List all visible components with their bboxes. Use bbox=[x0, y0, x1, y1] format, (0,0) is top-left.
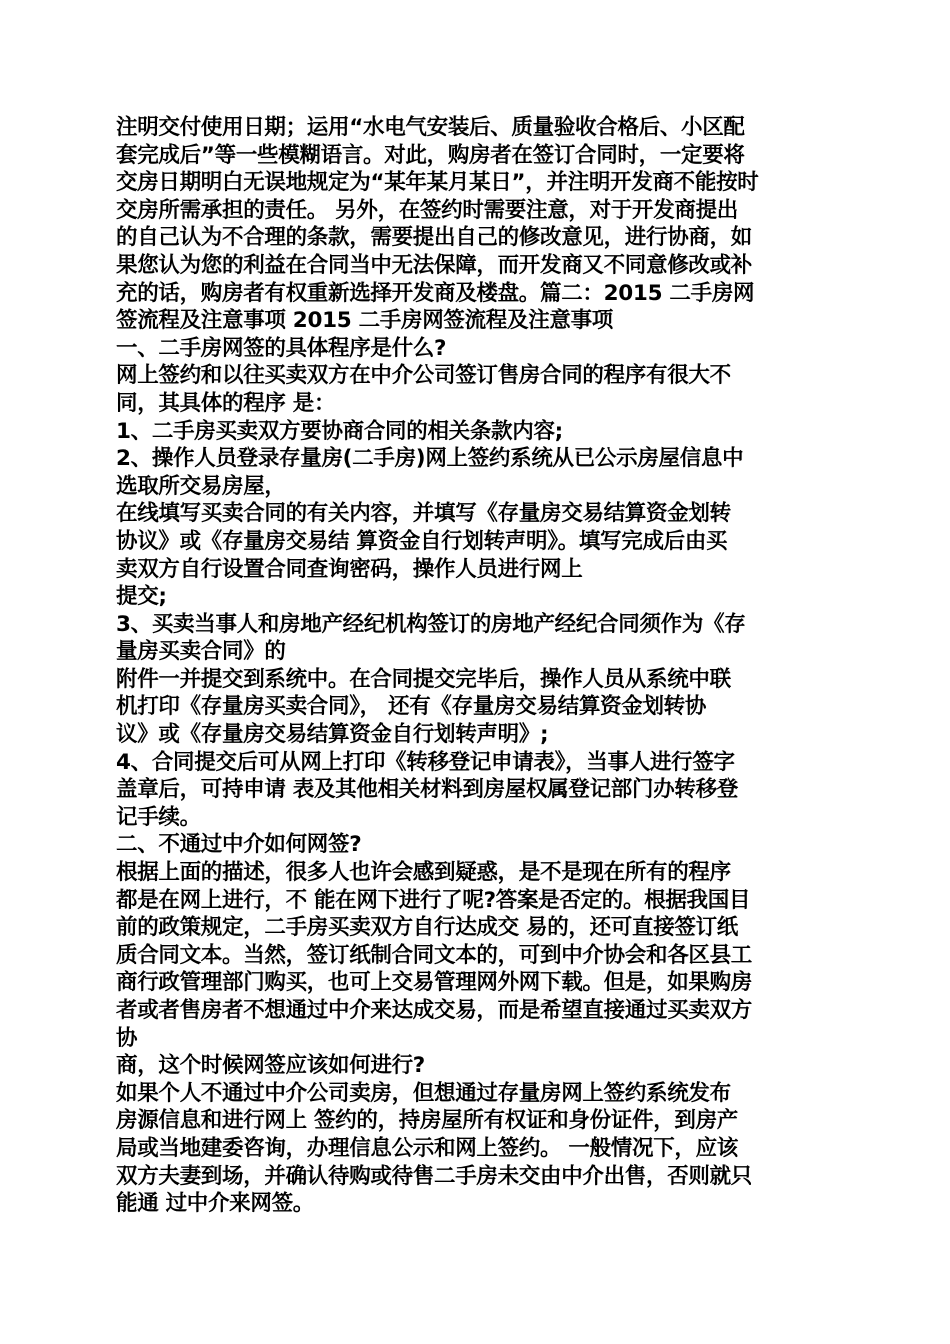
text-line: 根据上面的描述，很多人也许会感到疑惑，是不是现在所有的程序 bbox=[116, 860, 731, 886]
text-line: 量房买卖合同》的 bbox=[116, 639, 286, 665]
text-line: 同，其具体的程序 是： bbox=[116, 390, 336, 416]
text-line: 签流程及注意事项 2015 二手房网签流程及注意事项 bbox=[116, 308, 614, 334]
text-line: 局或当地建委咨询，办理信息公示和网上签约。 一般情况下，应该 bbox=[116, 1135, 738, 1161]
list-item: 3、买卖当事人和房地产经纪机构签订的房地产经纪合同须作为《存 bbox=[116, 611, 746, 637]
text-line: 果您认为您的利益在合同当中无法保障，而开发商又不同意修改或补 bbox=[116, 252, 753, 278]
text-line: 网上签约和以往买卖双方在中介公司签订售房合同的程序有很大不 bbox=[116, 363, 731, 389]
list-item: 1、二手房买卖双方要协商合同的相关条款内容; bbox=[116, 418, 563, 444]
list-item: 4、合同提交后可从网上打印《转移登记申请表》，当事人进行签字 bbox=[116, 749, 735, 775]
section-heading: 一、二手房网签的具体程序是什么? bbox=[116, 335, 447, 361]
text-line: 能通 过中介来网签。 bbox=[116, 1191, 314, 1217]
text-line: 交房日期明白无误地规定为“某年某月某日”，并注明开发商不能按时 bbox=[116, 170, 759, 196]
text-line: 充的话，购房者有权重新选择开发商及楼盘。篇二：2015 二手房网 bbox=[116, 280, 755, 306]
text-line: 机打印《存量房买卖合同》， 还有《存量房交易结算资金划转协 bbox=[116, 694, 707, 720]
text-line: 如果个人不通过中介公司卖房，但想通过存量房网上签约系统发布 bbox=[116, 1080, 731, 1106]
text-line: 都是在网上进行，不 能在网下进行了呢?答案是否定的。根据我国目 bbox=[116, 887, 751, 913]
text-line: 附件一并提交到系统中。在合同提交完毕后，操作人员从系统中联 bbox=[116, 666, 731, 692]
section-heading: 二、不通过中介如何网签? bbox=[116, 832, 362, 858]
text-line: 者或者售房者不想通过中介来达成交易，而是希望直接通过买卖双方 bbox=[116, 998, 753, 1023]
text-line: 协 bbox=[116, 1025, 138, 1051]
text-line: 议》或《存量房交易结算资金自行划转声明》; bbox=[116, 722, 549, 748]
text-line: 房源信息和进行网上 签约的，持房屋所有权证和身份证件，到房产 bbox=[116, 1108, 738, 1134]
text-line: 协议》或《存量房交易结 算资金自行划转声明》。填写完成后由买 bbox=[116, 528, 728, 554]
text-line: 盖章后，可持申请 表及其他相关材料到房屋权属登记部门办转移登 bbox=[116, 777, 738, 803]
text-line: 双方夫妻到场，并确认待购或待售二手房未交由中介出售，否则就只 bbox=[116, 1163, 753, 1189]
text-line: 交房所需承担的责任。 另外，在签约时需要注意，对于开发商提出 bbox=[116, 197, 738, 223]
text-line: 选取所交易房屋， bbox=[116, 473, 286, 499]
text-line: 商，这个时候网签应该如何进行? bbox=[116, 1053, 425, 1079]
document-body bbox=[116, 114, 836, 1218]
text-line: 记手续。 bbox=[116, 804, 201, 830]
text-line: 注明交付使用日期；运用“水电气安装后、质量验收合格后、小区配 bbox=[116, 115, 745, 140]
text-line: 套完成后”等一些模糊语言。对此，购房者在签订合同时，一定要将 bbox=[116, 142, 745, 168]
list-item: 2、操作人员登录存量房(二手房)网上签约系统从已公示房屋信息中 bbox=[116, 446, 744, 472]
text-line: 在线填写买卖合同的有关内容，并填写《存量房交易结算资金划转 bbox=[116, 501, 731, 527]
text-line: 质合同文本。当然，签订纸制合同文本的，可到中介协会和各区县工 bbox=[116, 942, 753, 968]
text-line: 商行政管理部门购买，也可上交易管理网外网下载。但是，如果购房 bbox=[116, 970, 753, 996]
text-line: 卖双方自行设置合同查询密码，操作人员进行网上 bbox=[116, 556, 583, 582]
text-line: 的自己认为不合理的条款，需要提出自己的修改意见，进行协商，如 bbox=[116, 225, 753, 251]
text-line: 前的政策规定，二手房买卖双方自行达成交 易的，还可直接签订纸 bbox=[116, 915, 738, 941]
text-line: 提交; bbox=[116, 584, 167, 610]
